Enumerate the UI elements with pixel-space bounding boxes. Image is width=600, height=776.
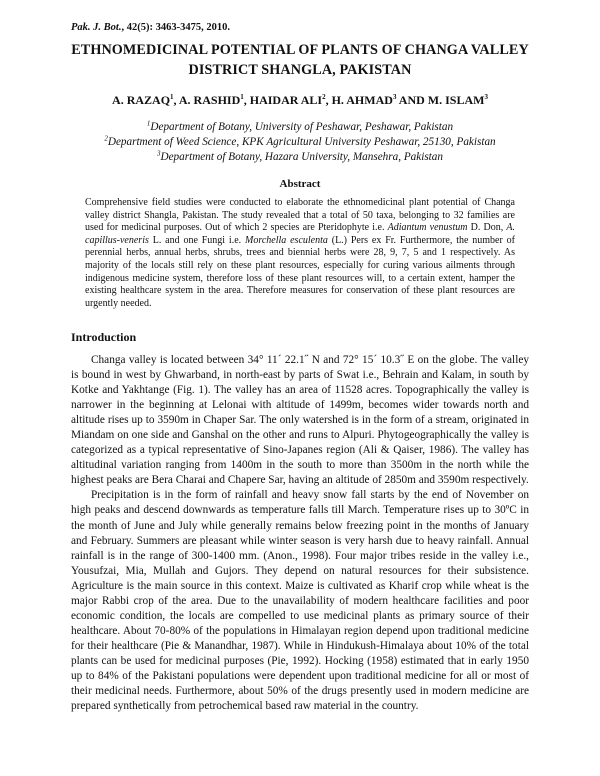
affiliation-text: Department of Botany, University of Peshawar, Peshawar, Pakistan — [150, 121, 454, 133]
paper-title: ETHNOMEDICINAL POTENTIAL OF PLANTS OF CHANGA VALLEY DISTRICT SHANGLA, PAKISTAN — [71, 42, 529, 78]
author-affil-mark: 1 — [170, 93, 174, 101]
affiliation-mark: 2 — [104, 134, 108, 143]
author-name: H. AHMAD — [331, 93, 393, 107]
abstract-text — [85, 197, 515, 310]
author-affil-mark: 2 — [322, 93, 326, 101]
author-separator: , — [243, 93, 250, 107]
abstract-segment: L. and one Fungi i.e. — [148, 234, 245, 246]
journal-volume: , 42(5): 3463-3475, 2010. — [121, 22, 230, 33]
abstract-segment: (L.) Pers ex Fr. Furthermore, the number of perennial herbs, annual herbs, shrubs, trees and biennial herbs were 28, 9, 7, 5 and 1 respectively. As majority of the locals still rely on these plant resources, especially for curing various ailments through indigenous medicine system, therefore loss of these plant resources will, to a certain extent, hamper the existing healthcare system in the area. Therefore measures for conservation of these plant resources are urgently needed. — [85, 234, 515, 309]
author-list — [60, 93, 540, 108]
author-separator: AND — [396, 93, 428, 107]
affiliation-mark: 1 — [146, 119, 151, 128]
species-name: A. capillus-veneris — [85, 222, 515, 246]
author-name: HAIDAR ALI — [249, 93, 323, 107]
body-paragraph: Changa valley is located between 34° 11´ 22.1˝ N and 72° 15´ 10.3˝ E on the globe. The valley is bound in west by Ghwarband, in north-east by parts of Swat i.e., Behrain and Kalam, in south by Kotke and Yakhtange (Fig. 1). The valley has an area of 11528 acres. Topographically the valley is narrower in the beginning at Lelonai with altitude of 1499m, becomes wider towards north and altitude rises up to 3590m in Chaper Sar. The only watershed is in the form of a stream, originated in Miandam on one side and Ganshal on the other and runs to Alpuri. Phytogeographically the valley is categorized as a typical representative of Sino-Japanes region (Ali & Qaiser, 1986). The valley has altitudinal variation ranging from 1400m in the south to more than 3500m in the north while the highest peaks are Bera Charai and Chapere Sar, having an altitude of 2850m and 3590m respectively. — [71, 354, 529, 487]
affiliation — [60, 120, 540, 135]
abstract-segment: Comprehensive field studies were conducted to elaborate the ethnomedicinal plant potential of Changa valley district Shangla, Pakistan. The study revealed that a total of 50 taxa, belonging to 32 families are used for medicinal purposes. Out of which 2 species are Pteridophyte i.e. — [85, 197, 515, 234]
author-name: A. RASHID — [178, 93, 241, 107]
introduction-heading: Introduction — [71, 330, 137, 344]
species-name: Morchella esculenta — [244, 234, 328, 246]
affiliation-text: Department of Weed Science, KPK Agricultural University Peshawar, 25130, Pakistan — [107, 136, 496, 148]
journal-citation — [71, 22, 230, 33]
author-affil-mark: 1 — [240, 93, 244, 101]
abstract-heading: Abstract — [279, 178, 321, 190]
species-name: Adiantum venustum — [387, 222, 468, 234]
author-separator: , — [173, 93, 179, 107]
author-separator: , — [325, 93, 332, 107]
affiliation-list — [60, 120, 540, 165]
author-affil-mark: 3 — [484, 93, 488, 101]
author-name: M. ISLAM — [427, 93, 485, 107]
author-name: A. RAZAQ — [112, 93, 171, 107]
affiliation-mark: 3 — [157, 149, 161, 158]
introduction-body — [71, 353, 529, 714]
journal-name: Pak. J. Bot. — [71, 22, 122, 33]
body-paragraph: Precipitation is in the form of rainfall and heavy snow fall starts by the end of November on high peaks and descend downwards as temperature falls till March. Temperature rises up to 30ºC in the month of June and July while generally remains below freezing point in the months of January and February. Summers are pleasant while winter season is very harsh due to heavy rainfall. Annual rainfall is in the range of 300-1400 mm. (Anon., 1998). Four major tribes reside in the valley i.e., Yousufzai, Mia, Mullah and Gujors. They depend on natural resources for their subsistence. Agriculture is the main source in this context. Maize is cultivated as Kharif crop while wheat is the major Rabbi crop of the area. Due to the unavailability of modern healthcare facilities and poor economic condition, the locals are compelled to use medicinal plants as primary source of their healthcare. About 70-80% of the populations in Himalayan region depend upon traditional medicine for their healthcare (Pie & Manandhar, 1987). While in Hindukush-Himalaya about 10% of the total plants can be used for medicinal purposes (Pie, 1992). Hocking (1958) estimated that in early 1950 up to 84% of the Pakistani populations were dependent upon traditional medicine for all or most of their medicinal needs. Furthermore, about 50% of the drugs presently used in modern medicine are prepared synthetically from petrochemical based raw material in the country. — [71, 489, 529, 713]
affiliation — [60, 135, 540, 150]
affiliation-text: Department of Botany, Hazara University, Mansehra, Pakistan — [160, 151, 443, 163]
abstract-segment: D. Don, — [467, 222, 507, 234]
affiliation — [60, 150, 540, 165]
author-affil-mark: 3 — [392, 93, 397, 101]
